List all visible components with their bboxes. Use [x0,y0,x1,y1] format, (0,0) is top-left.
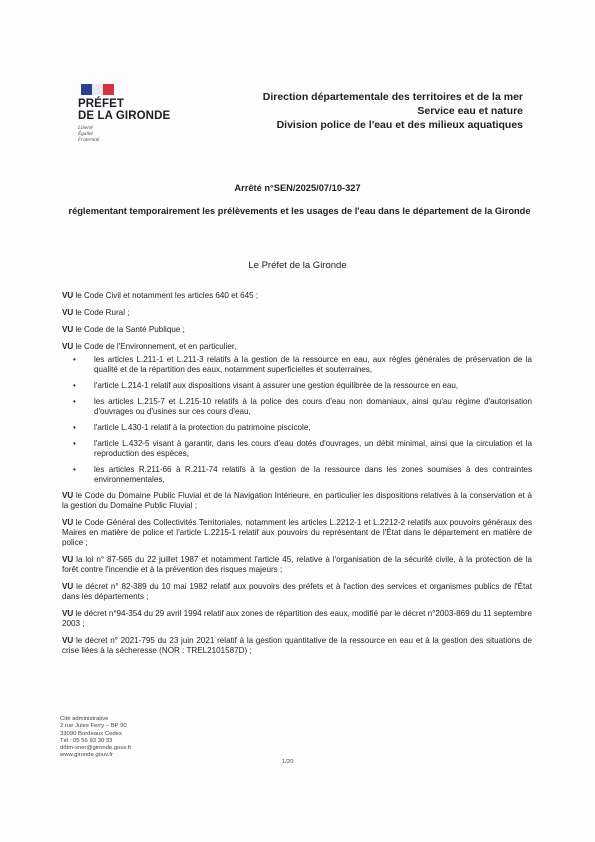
visa-domaine-public-fluvial: VU le Code du Domaine Public Fluvial et de la Navigation Intérieure, en particulier les dispositions relatives à la conservation et à la gestion du Domaine Public Fluvial ; [62,491,532,510]
arrete-object: réglementant temporairement les prélèvements et les usages de l'eau dans le département de la Gironde [68,206,531,216]
arrete-number: Arrêté n°SEN/2025/07/10-327 [234,183,361,193]
footer-email: ddtm-sner@gironde.gouv.fr [60,745,132,752]
devise-egalite: Égalité [78,131,93,137]
visa-code-rural: VU le Code Rural ; [62,308,130,317]
footer-line: 2 rue Jules Ferry – BP 90 [60,723,127,730]
footer-line: 33090 Bordeaux Cedex [60,730,122,737]
header-line-division: Division police de l'eau et des milieux aquatiques [276,119,523,131]
visa-code-civil: VU le Code Civil et notamment les articles 640 et 645 ; [62,291,259,300]
department-header [263,90,523,132]
logo-title-line1: PRÉFET [78,98,124,110]
document-body [62,291,532,663]
visa-decret-82-389: VU le décret n° 82-389 du 10 mai 1982 relatif aux pouvoirs des préfets et à l'action des services et organismes publics de l'État dans les départements ; [62,582,532,601]
devise-fraternite: Fraternité [78,137,100,143]
prefet-title: Le Préfet de la Gironde [248,260,347,271]
footer-line: Tél : 05 56 93 30 33 [60,737,113,744]
visa-sante-publique: VU le Code de la Santé Publique ; [62,325,185,334]
header-line-service: Service eau et nature [417,105,523,117]
header-line-direction: Direction départementale des territoires et de la mer [262,91,523,103]
list-item: • l'article L.430-1 relatif à la protection du patrimoine piscicole, [94,423,532,433]
visa-decret-2021-795: VU le décret n° 2021-795 du 23 juin 2021 relatif à la gestion quantitative de la ressource en eau et à la gestion des situations de crise liées à la sécheresse (NOR : TREL2101587D) ; [62,636,532,655]
footer-address [60,716,131,760]
footer-line: Cité administrative [60,716,109,722]
footer-website: www.gironde.gouv.fr [60,752,113,759]
logo-title-line2: DE LA GIRONDE [78,110,171,122]
marianne-flag-icon [81,84,114,95]
logo-title [78,98,188,122]
list-item: • les articles R.211-66 à R.211-74 relatifs à la gestion de la ressource dans les zones soumises à des contraintes environnementales, [94,465,532,485]
logo-devise [78,125,188,143]
list-item: • l'article L.432-5 visant à garantir, dans les cours d'eau dotés d'ouvrages, un débit minimal, ainsi que la circulation et la reproduction des espèces, [94,439,532,459]
visa-loi-87-565: VU la loi n° 87-565 du 22 juillet 1987 et notamment l'article 45, relative à l'organisation de la sécurité civile, à la protection de la forêt contre l'incendie et à la prévention des risques majeurs ; [62,555,532,574]
visa-cgct: VU le Code Général des Collectivités Territoriales, notamment les articles L.2212-1 et L.2212-2 relatifs aux pouvoirs généraux des Maires en matière de police et l'article L.2215-1 relatif aux pouvoirs du représentant de l'État dans le département en matière de police ; [62,518,532,547]
list-item: • l'article L.214-1 relatif aux dispositions visant à assurer une gestion équilibrée de la ressource en eau, [94,381,532,391]
devise-liberte: Liberté [78,125,93,131]
environment-articles-list [62,355,532,485]
prefet-logo [78,84,188,143]
list-item: • les articles L.215-7 et L.215-10 relatifs à la police des cours d'eau non domaniaux, ainsi qu'au régime d'autorisation d'ouvrages ou d'usines sur ces cours d'eau, [94,397,532,417]
page-number: 1/20 [282,759,294,765]
visa-decret-94-354: VU le décret n°94-354 du 29 avril 1994 relatif aux zones de répartition des eaux, modifié par le décret n°2003-869 du 11 septembre 2003 ; [62,609,532,628]
list-item: • les articles L.211-1 et L.211-3 relatifs à la gestion de la ressource en eau, aux règles générales de préservation de la qualité et de la répartition des eaux, notamment superficielles et souterraines, [94,355,532,375]
visa-code-environnement: VU le Code de l'Environnement, et en particulier, [62,342,237,351]
